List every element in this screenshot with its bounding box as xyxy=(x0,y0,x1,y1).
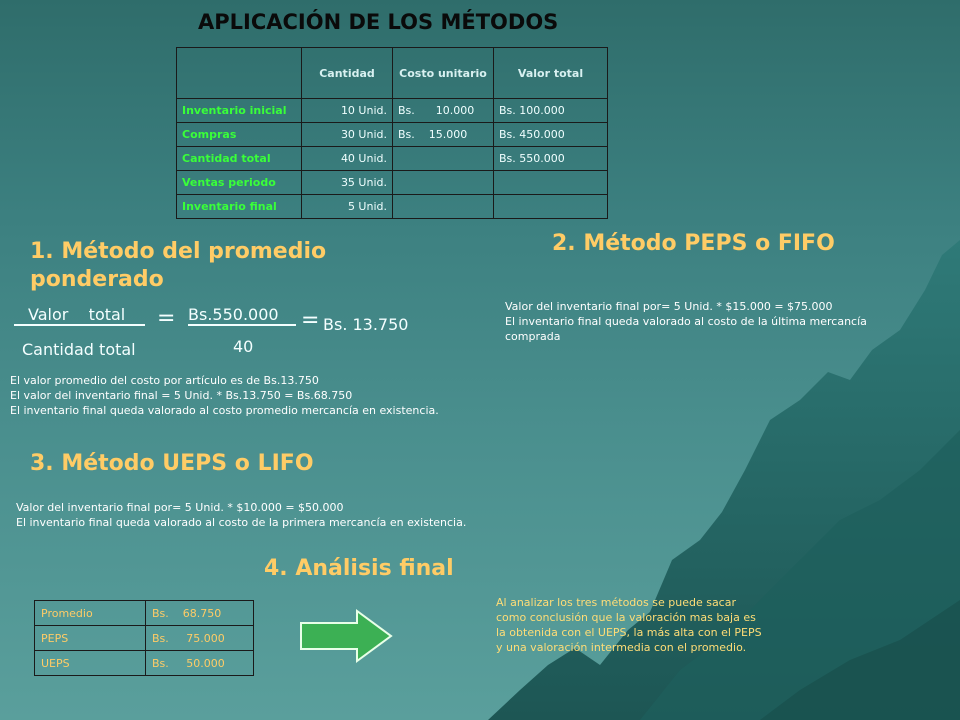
row-label: Inventario final xyxy=(177,195,302,219)
costo-cell xyxy=(393,171,494,195)
row-label: Inventario inicial xyxy=(177,99,302,123)
table-row xyxy=(177,147,608,171)
table-header-cell: Costo unitario xyxy=(393,48,494,99)
page-title: APLICACIÓN DE LOS MÉTODOS xyxy=(198,10,559,34)
method2-text xyxy=(505,299,867,344)
denominator-value: 40 xyxy=(233,337,254,356)
method1-text xyxy=(10,373,439,418)
method3-text xyxy=(16,500,466,530)
table-row xyxy=(35,601,254,626)
table-row xyxy=(177,123,608,147)
text-line: El inventario final queda valorado al costo de la primera mercancía en existencia. xyxy=(16,516,467,529)
text-line: comprada xyxy=(505,330,561,343)
table-header-cell xyxy=(177,48,302,99)
text-line: El inventario final queda valorado al costo de la última mercancía xyxy=(505,315,867,328)
text-line: Valor del inventario final por= 5 Unid. * $15.000 = $75.000 xyxy=(505,300,833,313)
cantidad-cell: 30 Unid. xyxy=(302,123,393,147)
equals-sign: = xyxy=(301,308,320,333)
cantidad-cell: 35 Unid. xyxy=(302,171,393,195)
text-line: El valor del inventario final = 5 Unid. * Bs.13.750 = Bs.68.750 xyxy=(10,389,353,402)
summary-table xyxy=(34,600,254,676)
valor-cell: Bs. 100.000 xyxy=(494,99,608,123)
row-label: Compras xyxy=(177,123,302,147)
table-row xyxy=(35,626,254,651)
valor-cell xyxy=(494,195,608,219)
right-arrow-icon xyxy=(299,609,394,663)
method-value: Bs. 50.000 xyxy=(146,651,254,676)
method3-heading: 3. Método UEPS o LIFO xyxy=(30,451,314,476)
denominator-label: Cantidad total xyxy=(22,340,136,359)
cantidad-cell: 5 Unid. xyxy=(302,195,393,219)
table-header-row xyxy=(177,48,608,99)
method-label: UEPS xyxy=(35,651,146,676)
table-row xyxy=(177,195,608,219)
inventory-table xyxy=(176,47,608,219)
valor-cell: Bs. 550.000 xyxy=(494,147,608,171)
analysis-heading: 4. Análisis final xyxy=(264,556,454,581)
method-value: Bs. 75.000 xyxy=(146,626,254,651)
cantidad-cell: 10 Unid. xyxy=(302,99,393,123)
conclusion-text: Al analizar los tres métodos se puede sacar como conclusión que la valoración mas baja es la obtenida con el UEPS, la más alta con el PEPS y una valoración intermedia con el promedio. xyxy=(496,596,762,654)
text-line: El inventario final queda valorado al costo promedio mercancía en existencia. xyxy=(10,404,439,417)
table-header-cell: Cantidad xyxy=(302,48,393,99)
method1-heading xyxy=(30,238,326,294)
method-label: PEPS xyxy=(35,626,146,651)
table-row xyxy=(177,99,608,123)
text-line: Valor del inventario final por= 5 Unid. * $10.000 = $50.000 xyxy=(16,501,344,514)
numerator-value: Bs.550.000 xyxy=(188,305,296,326)
numerator-label: Valor total xyxy=(14,305,145,326)
costo-cell: Bs. 10.000 xyxy=(393,99,494,123)
table-header-cell: Valor total xyxy=(494,48,608,99)
method1-heading-line1: 1. Método del promedio xyxy=(30,239,327,264)
table-row xyxy=(35,651,254,676)
method-value: Bs. 68.750 xyxy=(146,601,254,626)
method-label: Promedio xyxy=(35,601,146,626)
costo-cell: Bs. 15.000 xyxy=(393,123,494,147)
valor-cell xyxy=(494,171,608,195)
row-label: Cantidad total xyxy=(177,147,302,171)
method2-heading: 2. Método PEPS o FIFO xyxy=(552,231,835,256)
result-value: Bs. 13.750 xyxy=(323,315,409,334)
row-label: Ventas periodo xyxy=(177,171,302,195)
cantidad-cell: 40 Unid. xyxy=(302,147,393,171)
costo-cell xyxy=(393,147,494,171)
valor-cell: Bs. 450.000 xyxy=(494,123,608,147)
method1-heading-line2: ponderado xyxy=(30,267,164,292)
costo-cell xyxy=(393,195,494,219)
table-row xyxy=(177,171,608,195)
equals-sign: = xyxy=(157,306,176,331)
text-line: El valor promedio del costo por artículo es de Bs.13.750 xyxy=(10,374,319,387)
